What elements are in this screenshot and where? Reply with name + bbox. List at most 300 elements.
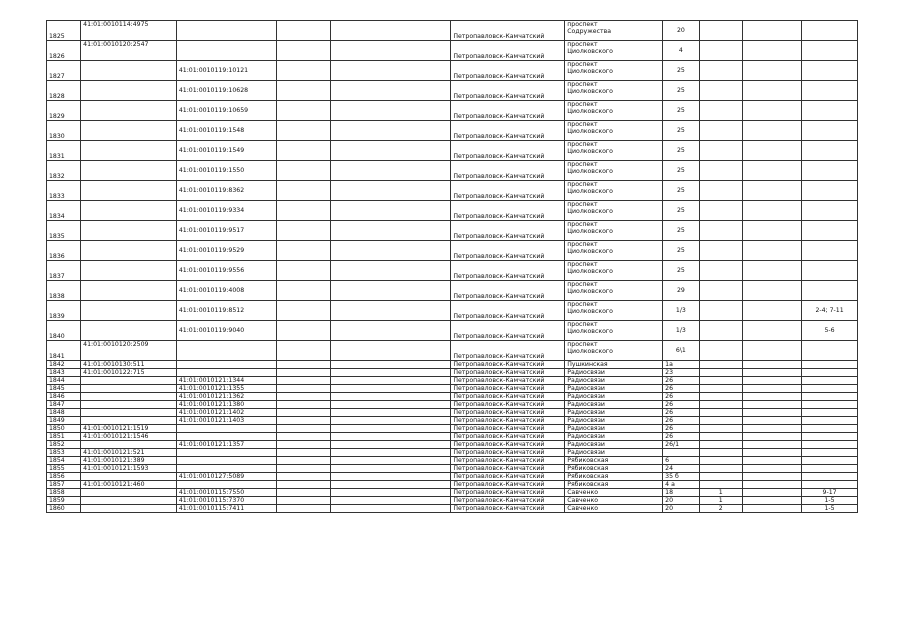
house-number-cell: 20 <box>663 497 699 505</box>
cadastral-number-cell <box>81 401 177 409</box>
table-row <box>47 433 858 441</box>
row-number-cell: 1851 <box>47 433 81 441</box>
city-cell: Петропавловск-Камчатский <box>451 457 565 465</box>
parent-cadastral-number-cell: 41:01:0010119:9517 <box>176 221 276 241</box>
parent-cadastral-number-cell: 41:01:0010121:1355 <box>176 385 276 393</box>
cadastral-number-cell: 41:01:0010121:1593 <box>81 465 177 473</box>
house-number-cell: 26 <box>663 393 699 401</box>
street-type: проспект <box>567 201 598 208</box>
premises-cell <box>802 61 858 81</box>
city-cell: Петропавловск-Камчатский <box>451 241 565 261</box>
empty-cell <box>330 385 451 393</box>
parent-cadastral-number-cell: 41:01:0010119:1549 <box>176 141 276 161</box>
empty-cell <box>330 281 451 301</box>
row-number-cell: 1856 <box>47 473 81 481</box>
empty-cell <box>330 141 451 161</box>
extra-cell <box>742 409 801 417</box>
street-cell: Савченко <box>565 497 663 505</box>
cadastral-number-cell <box>81 417 177 425</box>
parent-cadastral-number-cell: 41:01:0010115:7411 <box>176 505 276 513</box>
row-number-cell: 1859 <box>47 497 81 505</box>
row-number-cell: 1845 <box>47 385 81 393</box>
empty-cell <box>330 301 451 321</box>
empty-cell <box>277 425 331 433</box>
parent-cadastral-number-cell <box>176 341 276 361</box>
parent-cadastral-number-cell: 41:01:0010121:1380 <box>176 401 276 409</box>
street-cell <box>565 261 663 281</box>
premises-cell <box>802 401 858 409</box>
cadastral-number-cell <box>81 221 177 241</box>
extra-cell <box>742 161 801 181</box>
extra-cell <box>742 369 801 377</box>
empty-cell <box>330 489 451 497</box>
cadastral-number-cell <box>81 489 177 497</box>
street-cell <box>565 181 663 201</box>
empty-cell <box>277 21 331 41</box>
empty-cell <box>330 465 451 473</box>
table-row <box>47 481 858 489</box>
cadastral-number-cell: 41:01:0010121:1519 <box>81 425 177 433</box>
street-name: Циолковского <box>567 288 613 295</box>
building-cell <box>699 361 742 369</box>
city-cell: Петропавловск-Камчатский <box>451 61 565 81</box>
building-cell <box>699 81 742 101</box>
street-cell: Рябиковская <box>565 473 663 481</box>
street-name: Циолковского <box>567 308 613 315</box>
house-number-cell: 18 <box>663 489 699 497</box>
house-number-cell: 26 <box>663 401 699 409</box>
street-type: проспект <box>567 41 598 48</box>
street-name: Циолковского <box>567 108 613 115</box>
table-row <box>47 321 858 341</box>
street-cell: Радиосвязи <box>565 417 663 425</box>
table-row <box>47 181 858 201</box>
building-cell <box>699 473 742 481</box>
house-number-cell: 1/3 <box>663 321 699 341</box>
empty-cell <box>277 449 331 457</box>
street-type: проспект <box>567 61 598 68</box>
cadastral-number-cell <box>81 377 177 385</box>
street-cell <box>565 61 663 81</box>
cadastral-number-cell <box>81 241 177 261</box>
table-row <box>47 341 858 361</box>
empty-cell <box>330 473 451 481</box>
row-number-cell: 1832 <box>47 161 81 181</box>
street-cell: Радиосвязи <box>565 369 663 377</box>
cadastral-number-cell: 41:01:0010121:389 <box>81 457 177 465</box>
cadastral-number-cell <box>81 301 177 321</box>
city-cell: Петропавловск-Камчатский <box>451 369 565 377</box>
premises-cell <box>802 425 858 433</box>
cadastral-number-cell: 41:01:0010120:2509 <box>81 341 177 361</box>
street-cell: Савченко <box>565 505 663 513</box>
extra-cell <box>742 221 801 241</box>
house-number-cell: 26 <box>663 425 699 433</box>
row-number-cell: 1850 <box>47 425 81 433</box>
premises-cell <box>802 409 858 417</box>
row-number-cell: 1844 <box>47 377 81 385</box>
house-number-cell: 25 <box>663 221 699 241</box>
premises-cell <box>802 261 858 281</box>
street-cell: Савченко <box>565 489 663 497</box>
building-cell <box>699 409 742 417</box>
row-number-cell: 1857 <box>47 481 81 489</box>
cadastral-number-cell <box>81 441 177 449</box>
empty-cell <box>277 101 331 121</box>
table-row <box>47 281 858 301</box>
city-cell: Петропавловск-Камчатский <box>451 393 565 401</box>
empty-cell <box>330 221 451 241</box>
empty-cell <box>277 401 331 409</box>
house-number-cell: 25 <box>663 61 699 81</box>
extra-cell <box>742 201 801 221</box>
premises-cell <box>802 101 858 121</box>
empty-cell <box>277 301 331 321</box>
premises-cell <box>802 161 858 181</box>
street-cell <box>565 241 663 261</box>
city-cell: Петропавловск-Камчатский <box>451 489 565 497</box>
street-cell <box>565 321 663 341</box>
parent-cadastral-number-cell: 41:01:0010119:10121 <box>176 61 276 81</box>
street-cell: Рябиковская <box>565 457 663 465</box>
row-number-cell: 1829 <box>47 101 81 121</box>
parent-cadastral-number-cell: 41:01:0010121:1357 <box>176 441 276 449</box>
premises-cell: 9-17 <box>802 489 858 497</box>
table-row <box>47 81 858 101</box>
row-number-cell: 1837 <box>47 261 81 281</box>
empty-cell <box>277 121 331 141</box>
city-cell: Петропавловск-Камчатский <box>451 281 565 301</box>
street-type: проспект <box>567 181 598 188</box>
extra-cell <box>742 505 801 513</box>
table-row <box>47 201 858 221</box>
empty-cell <box>277 497 331 505</box>
building-cell <box>699 425 742 433</box>
city-cell: Петропавловск-Камчатский <box>451 181 565 201</box>
city-cell: Петропавловск-Камчатский <box>451 497 565 505</box>
building-cell <box>699 121 742 141</box>
premises-cell <box>802 385 858 393</box>
house-number-cell: 26 <box>663 409 699 417</box>
row-number-cell: 1853 <box>47 449 81 457</box>
city-cell: Петропавловск-Камчатский <box>451 121 565 141</box>
cadastral-number-cell <box>81 141 177 161</box>
cadastral-number-cell: 41:01:0010120:2547 <box>81 41 177 61</box>
empty-cell <box>330 505 451 513</box>
street-cell <box>565 141 663 161</box>
extra-cell <box>742 301 801 321</box>
cadastral-number-cell <box>81 497 177 505</box>
street-name: Циолковского <box>567 268 613 275</box>
extra-cell <box>742 441 801 449</box>
parent-cadastral-number-cell: 41:01:0010119:9529 <box>176 241 276 261</box>
premises-cell <box>802 81 858 101</box>
parent-cadastral-number-cell: 41:01:0010127:5089 <box>176 473 276 481</box>
cadastral-number-cell: 41:01:0010114:4975 <box>81 21 177 41</box>
street-type: проспект <box>567 221 598 228</box>
street-cell: Радиосвязи <box>565 441 663 449</box>
row-number-cell: 1860 <box>47 505 81 513</box>
street-cell <box>565 341 663 361</box>
cadastral-number-cell: 41:01:0010121:1546 <box>81 433 177 441</box>
street-cell <box>565 121 663 141</box>
empty-cell <box>277 433 331 441</box>
building-cell <box>699 417 742 425</box>
table-row <box>47 301 858 321</box>
empty-cell <box>330 449 451 457</box>
row-number-cell: 1835 <box>47 221 81 241</box>
table-row <box>47 385 858 393</box>
building-cell <box>699 465 742 473</box>
city-cell: Петропавловск-Камчатский <box>451 409 565 417</box>
city-cell: Петропавловск-Камчатский <box>451 505 565 513</box>
parent-cadastral-number-cell: 41:01:0010121:1402 <box>176 409 276 417</box>
premises-cell <box>802 449 858 457</box>
street-name: Содружества <box>567 28 612 35</box>
house-number-cell: 20 <box>663 505 699 513</box>
house-number-cell: 35 б <box>663 473 699 481</box>
city-cell: Петропавловск-Камчатский <box>451 101 565 121</box>
extra-cell <box>742 489 801 497</box>
table-row <box>47 465 858 473</box>
extra-cell <box>742 321 801 341</box>
city-cell: Петропавловск-Камчатский <box>451 377 565 385</box>
city-cell: Петропавловск-Камчатский <box>451 385 565 393</box>
empty-cell <box>277 465 331 473</box>
street-name: Циолковского <box>567 128 613 135</box>
extra-cell <box>742 465 801 473</box>
house-number-cell: 25 <box>663 161 699 181</box>
row-number-cell: 1848 <box>47 409 81 417</box>
empty-cell <box>277 281 331 301</box>
city-cell: Петропавловск-Камчатский <box>451 21 565 41</box>
empty-cell <box>330 121 451 141</box>
premises-cell <box>802 465 858 473</box>
city-cell: Петропавловск-Камчатский <box>451 465 565 473</box>
parent-cadastral-number-cell: 41:01:0010121:1362 <box>176 393 276 401</box>
empty-cell <box>277 141 331 161</box>
street-cell <box>565 301 663 321</box>
table-row <box>47 417 858 425</box>
extra-cell <box>742 101 801 121</box>
house-number-cell: 6 <box>663 457 699 465</box>
table-row <box>47 21 858 41</box>
empty-cell <box>330 481 451 489</box>
row-number-cell: 1847 <box>47 401 81 409</box>
extra-cell <box>742 417 801 425</box>
city-cell: Петропавловск-Камчатский <box>451 221 565 241</box>
empty-cell <box>277 489 331 497</box>
street-type: проспект <box>567 241 598 248</box>
house-number-cell: 26 <box>663 377 699 385</box>
building-cell <box>699 321 742 341</box>
extra-cell <box>742 433 801 441</box>
city-cell: Петропавловск-Камчатский <box>451 417 565 425</box>
extra-cell <box>742 473 801 481</box>
building-cell <box>699 441 742 449</box>
empty-cell <box>277 81 331 101</box>
city-cell: Петропавловск-Камчатский <box>451 473 565 481</box>
empty-cell <box>330 369 451 377</box>
premises-cell <box>802 181 858 201</box>
street-type: проспект <box>567 21 598 28</box>
table-row <box>47 425 858 433</box>
table-row <box>47 489 858 497</box>
row-number-cell: 1834 <box>47 201 81 221</box>
table-row <box>47 261 858 281</box>
street-cell: Радиосвязи <box>565 425 663 433</box>
cadastral-number-cell <box>81 505 177 513</box>
row-number-cell: 1849 <box>47 417 81 425</box>
house-number-cell: 25 <box>663 181 699 201</box>
street-cell <box>565 81 663 101</box>
row-number-cell: 1836 <box>47 241 81 261</box>
empty-cell <box>277 417 331 425</box>
premises-cell: 2-4; 7-11 <box>802 301 858 321</box>
parent-cadastral-number-cell: 41:01:0010119:9334 <box>176 201 276 221</box>
empty-cell <box>277 393 331 401</box>
table-row <box>47 441 858 449</box>
parent-cadastral-number-cell: 41:01:0010115:7550 <box>176 489 276 497</box>
table-row <box>47 241 858 261</box>
row-number-cell: 1831 <box>47 141 81 161</box>
empty-cell <box>277 505 331 513</box>
house-number-cell: 20 <box>663 21 699 41</box>
empty-cell <box>277 481 331 489</box>
street-cell: Пушкинская <box>565 361 663 369</box>
row-number-cell: 1855 <box>47 465 81 473</box>
cadastral-number-cell <box>81 161 177 181</box>
house-number-cell: 25 <box>663 121 699 141</box>
building-cell <box>699 201 742 221</box>
empty-cell <box>330 393 451 401</box>
table-row <box>47 393 858 401</box>
street-name: Циолковского <box>567 48 613 55</box>
parent-cadastral-number-cell <box>176 361 276 369</box>
premises-cell <box>802 121 858 141</box>
cadastral-number-cell: 41:01:0010121:460 <box>81 481 177 489</box>
row-number-cell: 1830 <box>47 121 81 141</box>
house-number-cell: 25 <box>663 201 699 221</box>
row-number-cell: 1839 <box>47 301 81 321</box>
empty-cell <box>330 21 451 41</box>
extra-cell <box>742 425 801 433</box>
row-number-cell: 1842 <box>47 361 81 369</box>
table-row <box>47 449 858 457</box>
empty-cell <box>330 261 451 281</box>
building-cell <box>699 261 742 281</box>
empty-cell <box>277 457 331 465</box>
extra-cell <box>742 497 801 505</box>
empty-cell <box>277 181 331 201</box>
extra-cell <box>742 141 801 161</box>
parent-cadastral-number-cell: 41:01:0010119:1550 <box>176 161 276 181</box>
street-cell: Радиосвязи <box>565 433 663 441</box>
parent-cadastral-number-cell: 41:01:0010119:9556 <box>176 261 276 281</box>
parent-cadastral-number-cell <box>176 457 276 465</box>
parent-cadastral-number-cell: 41:01:0010119:9040 <box>176 321 276 341</box>
building-cell <box>699 393 742 401</box>
row-number-cell: 1854 <box>47 457 81 465</box>
extra-cell <box>742 21 801 41</box>
empty-cell <box>330 81 451 101</box>
extra-cell <box>742 481 801 489</box>
premises-cell <box>802 241 858 261</box>
building-cell <box>699 433 742 441</box>
building-cell <box>699 41 742 61</box>
premises-cell <box>802 457 858 465</box>
city-cell: Петропавловск-Камчатский <box>451 81 565 101</box>
extra-cell <box>742 401 801 409</box>
row-number-cell: 1827 <box>47 61 81 81</box>
cadastral-number-cell: 41:01:0010122:715 <box>81 369 177 377</box>
premises-cell: 1-5 <box>802 505 858 513</box>
cadastral-number-cell <box>81 385 177 393</box>
empty-cell <box>277 369 331 377</box>
empty-cell <box>330 321 451 341</box>
parent-cadastral-number-cell <box>176 21 276 41</box>
cadastral-number-cell <box>81 409 177 417</box>
parent-cadastral-number-cell <box>176 433 276 441</box>
street-cell <box>565 281 663 301</box>
building-cell <box>699 457 742 465</box>
parent-cadastral-number-cell: 41:01:0010119:8512 <box>176 301 276 321</box>
row-number-cell: 1841 <box>47 341 81 361</box>
premises-cell <box>802 141 858 161</box>
empty-cell <box>330 201 451 221</box>
parent-cadastral-number-cell <box>176 481 276 489</box>
street-name: Циолковского <box>567 68 613 75</box>
city-cell: Петропавловск-Камчатский <box>451 41 565 61</box>
house-number-cell <box>663 449 699 457</box>
street-type: проспект <box>567 81 598 88</box>
building-cell <box>699 301 742 321</box>
house-number-cell: 26/1 <box>663 441 699 449</box>
street-name: Циолковского <box>567 248 613 255</box>
empty-cell <box>277 441 331 449</box>
table-row <box>47 361 858 369</box>
premises-cell <box>802 41 858 61</box>
premises-cell <box>802 21 858 41</box>
extra-cell <box>742 457 801 465</box>
empty-cell <box>277 161 331 181</box>
street-name: Циолковского <box>567 188 613 195</box>
building-cell <box>699 341 742 361</box>
table-row <box>47 473 858 481</box>
table-row <box>47 505 858 513</box>
city-cell: Петропавловск-Камчатский <box>451 481 565 489</box>
table-row <box>47 41 858 61</box>
street-cell <box>565 161 663 181</box>
street-name: Циолковского <box>567 328 613 335</box>
parent-cadastral-number-cell: 41:01:0010119:10628 <box>176 81 276 101</box>
empty-cell <box>330 409 451 417</box>
street-cell: Рябиковская <box>565 481 663 489</box>
premises-cell: 1-5 <box>802 497 858 505</box>
building-cell: 1 <box>699 489 742 497</box>
street-type: проспект <box>567 321 598 328</box>
city-cell: Петропавловск-Камчатский <box>451 401 565 409</box>
empty-cell <box>330 433 451 441</box>
cadastral-number-cell <box>81 393 177 401</box>
empty-cell <box>277 341 331 361</box>
house-number-cell: 4 а <box>663 481 699 489</box>
house-number-cell: 29 <box>663 281 699 301</box>
empty-cell <box>330 241 451 261</box>
city-cell: Петропавловск-Камчатский <box>451 341 565 361</box>
building-cell <box>699 449 742 457</box>
street-name: Циолковского <box>567 148 613 155</box>
